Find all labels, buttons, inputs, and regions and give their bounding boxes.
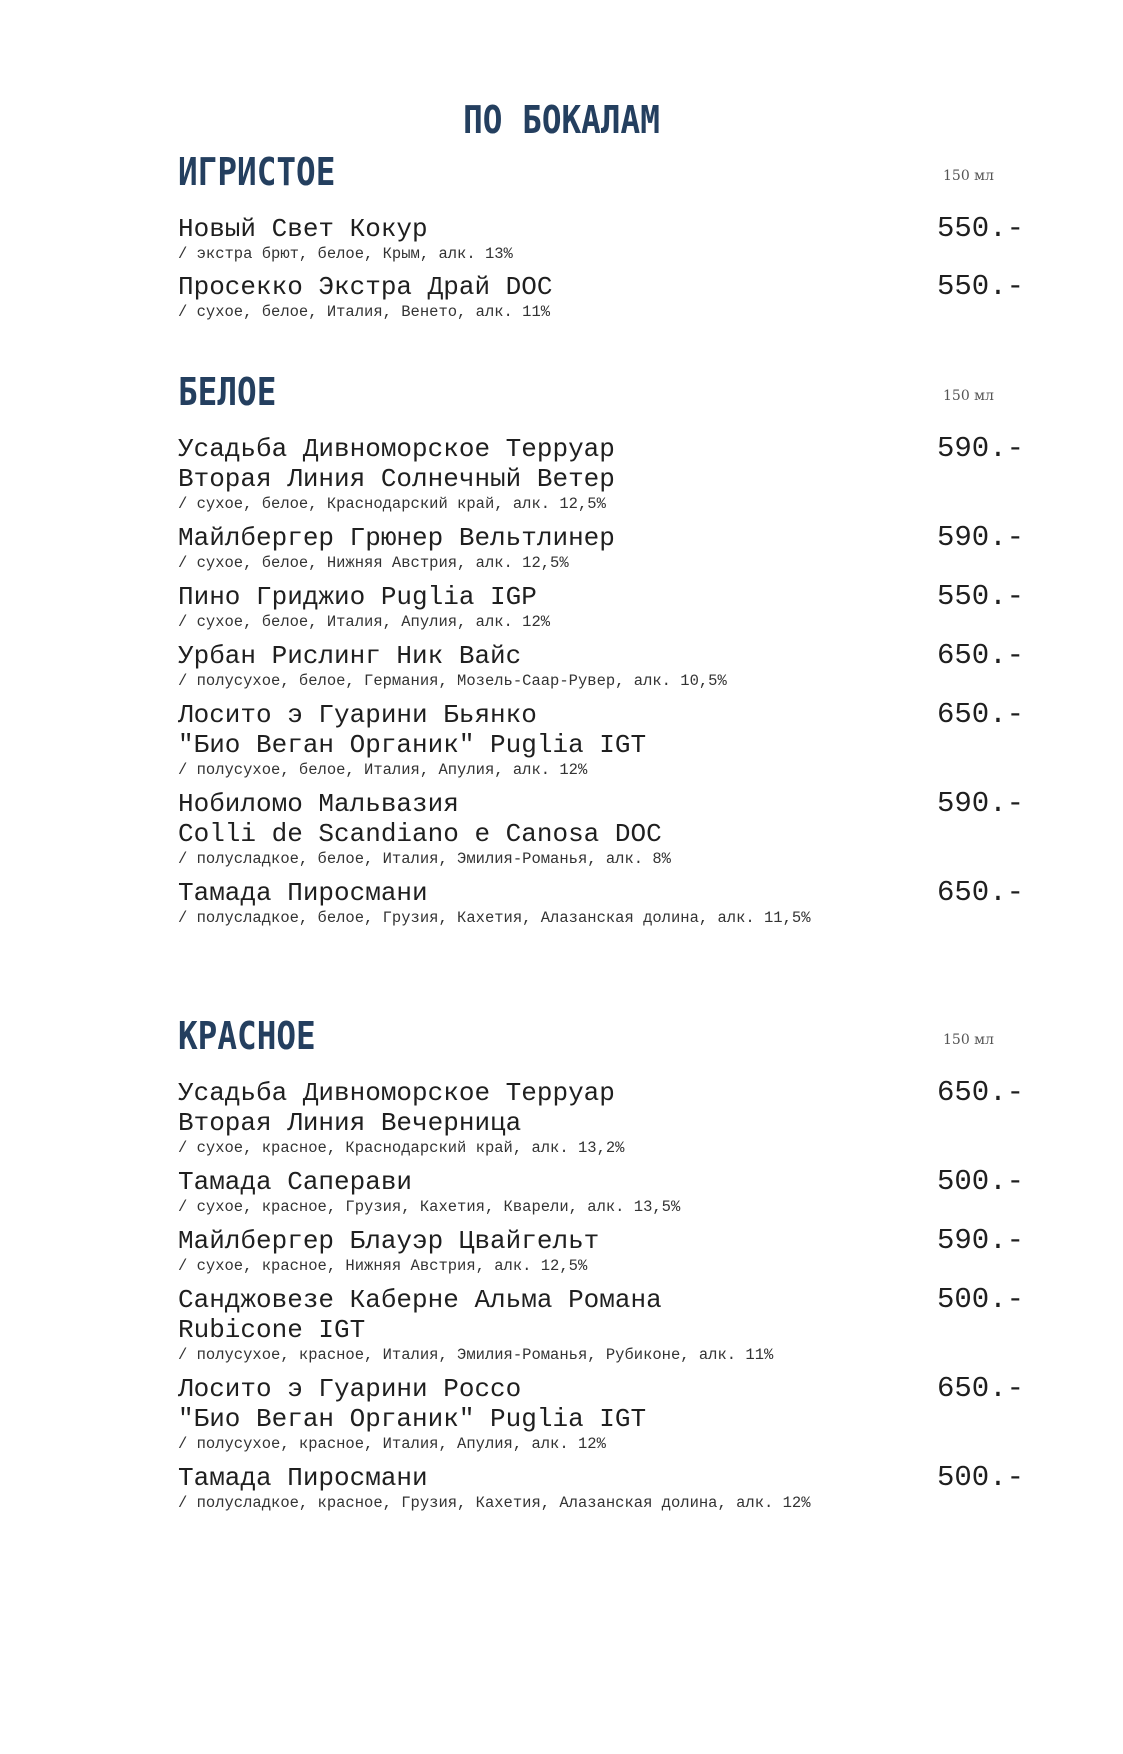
item-price: 590.- xyxy=(937,521,1025,554)
item-name: Усадьба Дивноморское Терруар xyxy=(178,434,615,464)
item-price: 500.- xyxy=(937,1283,1025,1316)
menu-item xyxy=(178,1285,1028,1365)
item-description: / сухое, белое, Италия, Венето, алк. 11% xyxy=(178,303,551,321)
menu-item xyxy=(178,641,1028,691)
item-price: 650.- xyxy=(937,1372,1025,1405)
item-price: 650.- xyxy=(937,639,1025,672)
menu-item xyxy=(178,789,1028,869)
menu-item xyxy=(178,214,1028,264)
menu-item xyxy=(178,1078,1028,1158)
item-description: / полусладкое, красное, Грузия, Кахетия, Алазанская долина, алк. 12% xyxy=(178,1494,811,1512)
item-name: Усадьба Дивноморское Терруар xyxy=(178,1078,615,1108)
item-description: / сухое, белое, Нижняя Австрия, алк. 12,5% xyxy=(178,554,569,572)
item-name: Санджовезе Каберне Альма Романа xyxy=(178,1285,662,1315)
item-description: / полусладкое, белое, Грузия, Кахетия, Алазанская долина, алк. 11,5% xyxy=(178,909,811,927)
item-description: / сухое, белое, Краснодарский край, алк. 12,5% xyxy=(178,495,606,513)
menu-item xyxy=(178,523,1028,573)
item-description: / сухое, красное, Нижняя Австрия, алк. 12,5% xyxy=(178,1257,588,1275)
menu-item xyxy=(178,434,1028,514)
item-name: Просекко Экстра Драй DOC xyxy=(178,272,553,302)
item-name: Урбан Рислинг Ник Вайс xyxy=(178,641,522,671)
menu-item xyxy=(178,1226,1028,1276)
volume-label: 150 мл xyxy=(943,168,994,184)
item-price: 550.- xyxy=(937,580,1025,613)
item-name: Лосито э Гуарини Россо xyxy=(178,1374,522,1404)
item-price: 500.- xyxy=(937,1165,1025,1198)
item-name: Новый Свет Кокур xyxy=(178,214,428,244)
menu-item xyxy=(178,1374,1028,1454)
item-name: Colli de Scandiano e Canosa DOC xyxy=(178,819,662,849)
item-price: 590.- xyxy=(937,1224,1025,1257)
page-title: ПО БОКАЛАМ xyxy=(463,98,660,142)
item-description: / экстра брют, белое, Крым, алк. 13% xyxy=(178,245,513,263)
item-description: / полусухое, красное, Италия, Апулия, алк. 12% xyxy=(178,1435,606,1453)
section-title: ИГРИСТОЕ xyxy=(178,150,336,194)
item-description: / полусухое, красное, Италия, Эмилия-Романья, Рубиконе, алк. 11% xyxy=(178,1346,774,1364)
menu-item xyxy=(178,272,1028,322)
item-price: 550.- xyxy=(937,270,1025,303)
section-header xyxy=(178,370,1028,434)
section-white xyxy=(178,370,1028,937)
section-header xyxy=(178,1014,1028,1078)
menu-item xyxy=(178,878,1028,928)
item-name: "Био Веган Органик" Puglia IGT xyxy=(178,1404,647,1434)
item-name: Майлбергер Блауэр Цвайгельт xyxy=(178,1226,600,1256)
item-description: / сухое, белое, Италия, Апулия, алк. 12% xyxy=(178,613,551,631)
item-name: Тамада Пиросмани xyxy=(178,878,428,908)
section-title: БЕЛОЕ xyxy=(178,370,277,414)
volume-label: 150 мл xyxy=(943,388,994,404)
item-price: 550.- xyxy=(937,212,1025,245)
volume-label: 150 мл xyxy=(943,1032,994,1048)
item-description: / полусухое, белое, Германия, Мозель-Саар-Рувер, алк. 10,5% xyxy=(178,672,727,690)
menu-item xyxy=(178,700,1028,780)
item-name: "Био Веган Органик" Puglia IGT xyxy=(178,730,647,760)
item-price: 500.- xyxy=(937,1461,1025,1494)
item-name: Пино Гриджио Puglia IGP xyxy=(178,582,537,612)
section-title: КРАСНОЕ xyxy=(178,1014,316,1058)
item-price: 650.- xyxy=(937,698,1025,731)
menu-item xyxy=(178,582,1028,632)
item-description: / полусухое, белое, Италия, Апулия, алк. 12% xyxy=(178,761,588,779)
item-name: Вторая Линия Вечерница xyxy=(178,1108,522,1138)
item-price: 590.- xyxy=(937,432,1025,465)
item-name: Rubicone IGT xyxy=(178,1315,366,1345)
item-description: / полусладкое, белое, Италия, Эмилия-Романья, алк. 8% xyxy=(178,850,671,868)
item-description: / сухое, красное, Грузия, Кахетия, Кварели, алк. 13,5% xyxy=(178,1198,681,1216)
section-sparkling xyxy=(178,150,1028,330)
item-name: Вторая Линия Солнечный Ветер xyxy=(178,464,615,494)
item-price: 650.- xyxy=(937,876,1025,909)
section-header xyxy=(178,150,1028,214)
item-name: Лосито э Гуарини Бьянко xyxy=(178,700,537,730)
item-name: Тамада Пиросмани xyxy=(178,1463,428,1493)
item-name: Тамада Саперави xyxy=(178,1167,413,1197)
section-red xyxy=(178,1014,1028,1522)
item-name: Нобиломо Мальвазия xyxy=(178,789,459,819)
menu-item xyxy=(178,1463,1028,1513)
item-description: / сухое, красное, Краснодарский край, алк. 13,2% xyxy=(178,1139,625,1157)
menu-item xyxy=(178,1167,1028,1217)
item-price: 650.- xyxy=(937,1076,1025,1109)
item-name: Майлбергер Грюнер Вельтлинер xyxy=(178,523,615,553)
item-price: 590.- xyxy=(937,787,1025,820)
